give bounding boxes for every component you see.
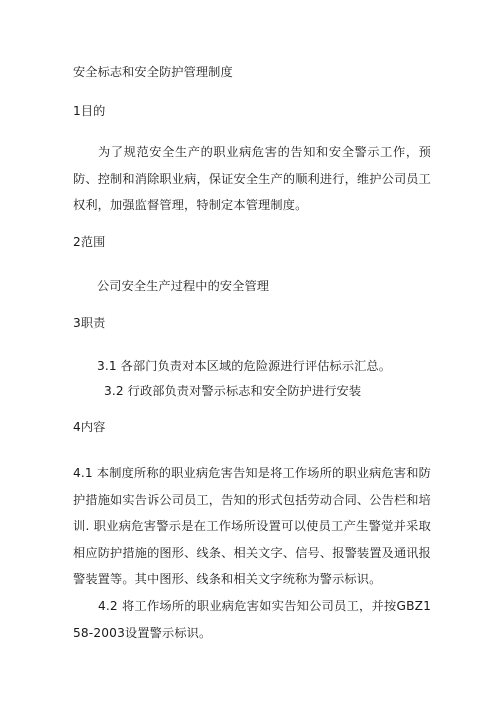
content-item: 4.2 将工作场所的职业病危害如实告知公司员工，并按GBZ158-2003设置警示标识。 <box>73 599 431 640</box>
duty-item: 3.1 各部门负责对本区域的危险源进行评估标示汇总。 <box>97 359 391 373</box>
duty-item: 3.2 行政部负责对警示标志和安全防护进行安装 <box>104 384 362 398</box>
section-heading-content: 4内容 <box>73 420 106 434</box>
section-heading-scope: 2范围 <box>73 235 106 249</box>
content-item: 4.1 本制度所称的职业病危害告知是将工作场所的职业病危害和防护措施如实告诉公司员工，告知的形式包括劳动合同、公告栏和培训. 职业病危害警示是在工作场所设置可以使员工产生警觉并采取相应防护措施的图形、线条、相关文字、信号、报警装置及通讯报警装置等。其中图形、线条和相关文字统称为警示标识。 <box>73 466 431 586</box>
section-body-scope: 公司安全生产过程中的安全管理 <box>97 279 270 293</box>
section-body-purpose: 为了规范安全生产的职业病危害的告知和安全警示工作，预防、控制和消除职业病，保证安全生产的顺利进行，维护公司员工权利，加强监督管理，特制定本管理制度。 <box>73 145 431 212</box>
section-heading-duties: 3职责 <box>73 316 106 330</box>
section-heading-purpose: 1目的 <box>73 104 106 118</box>
document-title: 安全标志和安全防护管理制度 <box>73 65 233 79</box>
